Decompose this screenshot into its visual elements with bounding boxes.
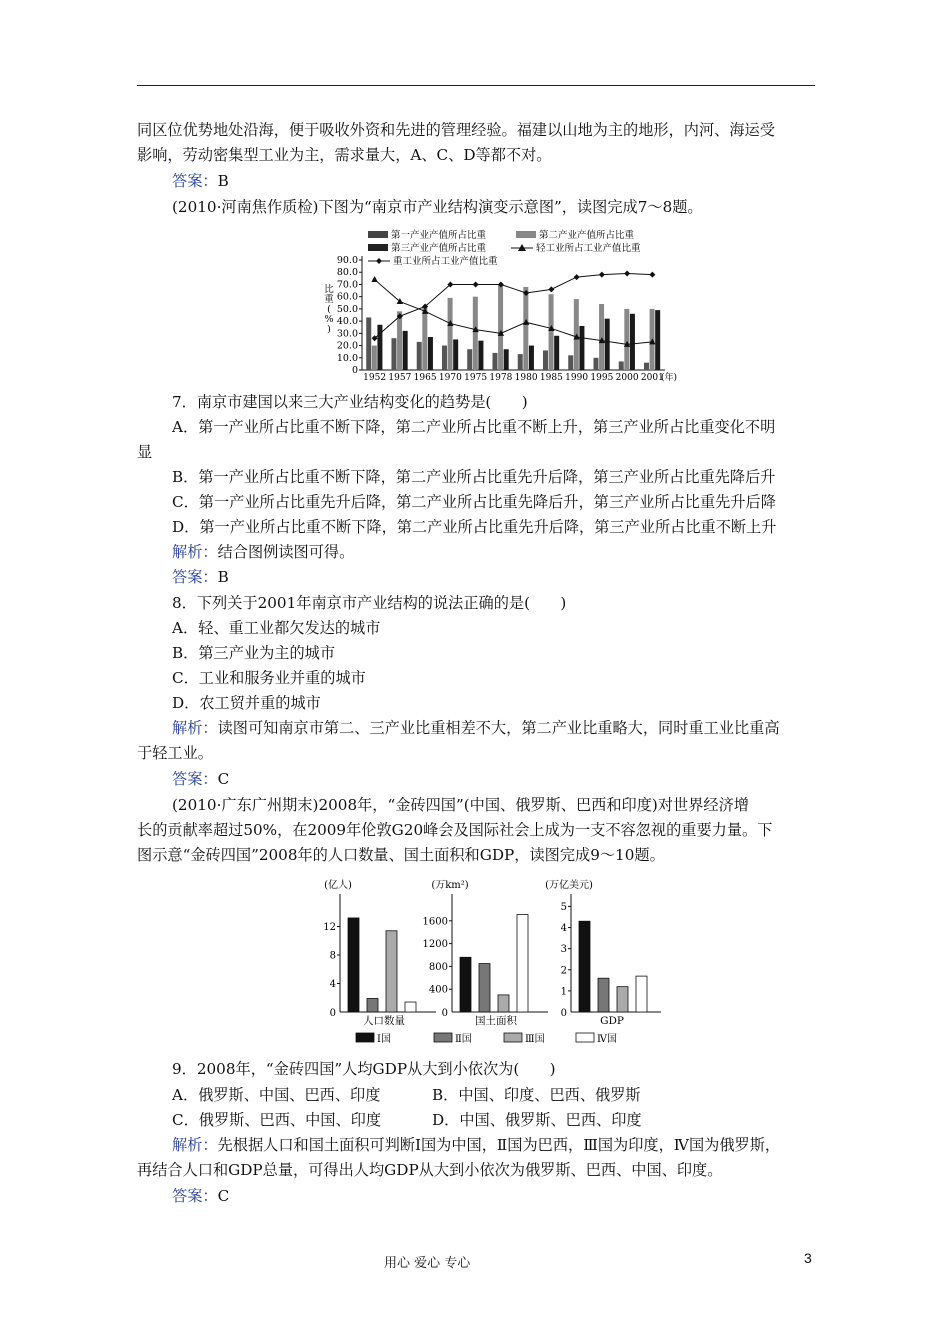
answer-value: B [217,568,229,586]
bar [386,931,397,1012]
page-number: 3 [804,1250,812,1266]
legend-label: 第一产业产值所占比重 [391,230,487,241]
y-tick-label: 5 [560,901,567,913]
bar [391,338,396,370]
para-line: 同区位优势地处沿海，便于吸收外资和先进的管理经验。福建以山地为主的地形，内河、海运受 [137,121,775,139]
y-tick-label: 1200 [422,939,448,951]
bar [617,987,628,1012]
para-line: 影响，劳动密集型工业为主，需求量大，A、C、D等都不对。 [137,146,552,164]
bar [498,995,509,1012]
bar [518,354,523,370]
y-tick-label: 4 [560,923,567,935]
y-tick-label: 1 [560,986,567,998]
bar [644,363,649,370]
y-axis-label: 重 [324,294,334,305]
heavy-industry-point [649,272,655,278]
bar [442,346,447,370]
intro-9-10: (2010·广东广州期末)2008年，“金砖四国”(中国、俄罗斯、巴西和印度)对世界经济增 [172,796,749,814]
legend-swatch [368,231,388,238]
y-tick-label: 40.0 [336,316,358,328]
legend-label: Ⅰ国 [377,1034,391,1045]
bar [478,341,483,370]
explanation-label: 解析： [172,719,218,737]
bar [372,346,377,370]
option-9c: C．俄罗斯、巴西、中国、印度 [172,1111,382,1129]
answer-label: 答案： [172,172,218,190]
y-tick-label: 800 [428,961,448,973]
unit-label: (亿人) [324,880,352,891]
explanation-label: 解析： [172,543,218,561]
x-tick-label: 2001 [640,373,664,383]
bar [366,317,371,370]
bar [579,326,584,370]
bar [619,361,624,370]
y-axis-label: ( [327,304,331,315]
bar [529,346,534,370]
option-7c: C．第一产业所占比重先升后降，第二产业所占比重先降后升，第三产业所占比重先升后降 [172,493,776,511]
legend-swatch [434,1033,452,1042]
bar [405,1002,416,1012]
bar [593,358,598,370]
option-8a: A．轻、重工业都欠发达的城市 [172,619,381,637]
y-tick-label: 80.0 [336,267,358,279]
zero-label: 0 [560,1008,567,1019]
answer-9 [172,1184,229,1209]
legend-label: 第三产业产值所占比重 [391,243,487,254]
option-8c: C．工业和服务业并重的城市 [172,669,366,687]
question-9: 9．2008年，“金砖四国”人均GDP从大到小依次为( ) [172,1060,556,1078]
answer-1 [172,169,229,194]
legend-swatch [368,244,388,251]
explanation-9-cont: 再结合人口和GDP总量，可得出人均GDP从大到小依次为俄罗斯、巴西、中国、印度。 [137,1161,723,1179]
answer-label: 答案： [172,1187,218,1205]
bar [492,353,497,370]
header-rule [137,85,815,86]
answer-value: C [217,770,230,788]
bar [460,957,471,1012]
y-tick-label: 8 [329,950,336,962]
x-axis-label: 人口数量 [363,1015,405,1027]
light-industry-point [371,276,377,282]
legend-swatch [576,1033,594,1042]
answer-8 [172,767,229,792]
legend-marker [376,258,382,264]
x-tick-label: 1975 [464,373,488,383]
question-8: 8．下列关于2001年南京市产业结构的说法正确的是( ) [172,594,567,612]
heavy-industry-point [624,270,630,276]
legend-swatch [516,231,536,238]
bar [598,978,609,1012]
answer-label: 答案： [172,770,218,788]
x-tick-label: 1980 [514,373,538,383]
y-axis-label: 比 [324,284,334,295]
explanation-8-cont: 于轻工业。 [137,744,213,762]
x-tick-label: 1990 [565,373,589,383]
y-tick-label: 1600 [422,916,448,928]
option-9d: D．中国、俄罗斯、巴西、印度 [432,1111,642,1129]
x-tick-label: 1978 [489,373,513,383]
unit-label: (万km²) [431,880,469,891]
explanation-9 [172,1133,780,1158]
light-industry-line [375,280,653,345]
x-axis-label: 国土面积 [475,1015,517,1027]
question-7: 7．南京市建国以来三大产业结构变化的趋势是( ) [172,393,528,411]
y-tick-label: 3 [560,944,567,956]
y-axis-label: ) [327,324,331,335]
answer-label: 答案： [172,568,218,586]
unit-label: (万亿美元) [545,880,593,891]
zero-label: 0 [441,1008,448,1019]
option-8d: D．农工贸并重的城市 [172,694,321,712]
explanation-text: 读图可知南京市第二、三产业比重相差不大，第二产业比重略大，同时重工业比重高 [217,719,780,737]
y-tick-label: 4 [329,979,336,990]
bar [605,319,610,370]
bar [473,297,478,370]
bar [397,311,402,370]
x-tick-label: 1970 [438,373,462,383]
explanation-text: 先根据人口和国土面积可判断Ⅰ国为中国，Ⅱ国为巴西，Ⅲ国为印度，Ⅳ国为俄罗斯， [217,1136,781,1154]
heavy-industry-point [599,272,605,278]
legend-label: 重工业所占工业产值比重 [393,256,498,267]
heavy-industry-point [473,281,479,287]
intro-7-8: (2010·河南焦作质检)下图为“南京市产业结构演变示意图”，读图完成7～8题。 [172,198,703,216]
bar [417,342,422,370]
footer-motto: 用心 爱心 专心 [384,1256,471,1271]
intro-9-10-cont: 图示意“金砖四国”2008年的人口数量、国土面积和GDP，读图完成9～10题。 [137,846,665,864]
y-tick-label: 90.0 [336,255,358,266]
y-tick-label: 50.0 [336,303,358,315]
legend-label: 轻工业所占工业产值比重 [536,243,641,254]
legend-swatch [356,1033,374,1042]
bar [504,349,509,370]
y-tick-label: 12 [323,922,336,933]
explanation-label: 解析： [172,1136,218,1154]
option-9b: B．中国、印度、巴西、俄罗斯 [432,1086,641,1104]
y-tick-label: 2 [560,965,567,977]
bar [403,331,408,370]
bar [579,921,590,1012]
option-9a: A．俄罗斯、中国、巴西、印度 [172,1086,381,1104]
explanation-7 [172,540,354,565]
answer-value: B [217,172,229,190]
y-axis-label: % [324,314,334,325]
bar [523,287,528,370]
y-tick-label: 10.0 [336,352,358,364]
bar [624,309,629,370]
zero-label: 0 [329,1008,336,1019]
heavy-industry-point [548,286,554,292]
option-7a-cont: 显 [137,443,153,461]
x-tick-label: 1995 [590,373,614,383]
y-tick-label: 400 [428,984,448,996]
option-7a: A．第一产业所占比重不断下降，第二产业所占比重不断上升，第三产业所占比重变化不明 [172,418,776,436]
bar [479,964,490,1012]
legend-label: Ⅳ国 [597,1034,617,1045]
bar [568,355,573,370]
legend-label: Ⅱ国 [455,1034,472,1045]
x-tick-label: 1965 [413,373,437,383]
bar [348,918,359,1012]
y-tick-label: 70.0 [336,279,358,291]
bar [467,349,472,370]
intro-9-10-cont: 长的贡献率超过50%，在2009年伦敦G20峰会及国际社会上成为一支不容忽视的重要力量。下 [137,821,773,839]
bar [517,915,528,1012]
legend-label: Ⅲ国 [525,1034,545,1045]
answer-value: C [217,1187,230,1205]
x-tick-label: 1985 [539,373,563,383]
heavy-industry-line [375,273,653,338]
x-axis-label: GDP [600,1015,624,1027]
option-8b: B．第三产业为主的城市 [172,644,336,662]
bar [453,339,458,370]
answer-7 [172,565,229,590]
heavy-industry-point [574,274,580,280]
bar [655,310,660,370]
bar [630,314,635,370]
x-tick-label: 2000 [615,373,639,383]
bar [367,998,378,1012]
explanation-8 [172,716,780,741]
x-tick-label: 1957 [388,373,412,383]
bar [498,284,503,370]
bar [554,336,559,370]
option-7d: D．第一产业所占比重不断下降，第二产业所占比重先升后降，第三产业所占比重不断上升 [172,518,777,536]
explanation-text: 结合图例读图可得。 [217,543,355,561]
industry-structure-chart [320,224,678,384]
x-tick-label: 1952 [363,373,387,383]
y-tick-label: 60.0 [336,291,358,303]
bar [636,976,647,1012]
bar [428,337,433,370]
bar [448,298,453,370]
bar [549,294,554,370]
bric-chart [318,876,668,1046]
y-tick-label: 0 [351,365,358,376]
bar [599,304,604,370]
x-axis-unit: (年) [660,373,678,383]
bar [543,350,548,370]
legend-swatch [504,1033,522,1042]
y-tick-label: 20.0 [336,340,358,352]
bar [422,306,427,370]
y-tick-label: 30.0 [336,328,358,340]
option-7b: B．第一产业所占比重不断下降，第二产业所占比重先升后降，第三产业所占比重先降后升 [172,468,776,486]
legend-label: 第二产业产值所占比重 [539,230,635,241]
